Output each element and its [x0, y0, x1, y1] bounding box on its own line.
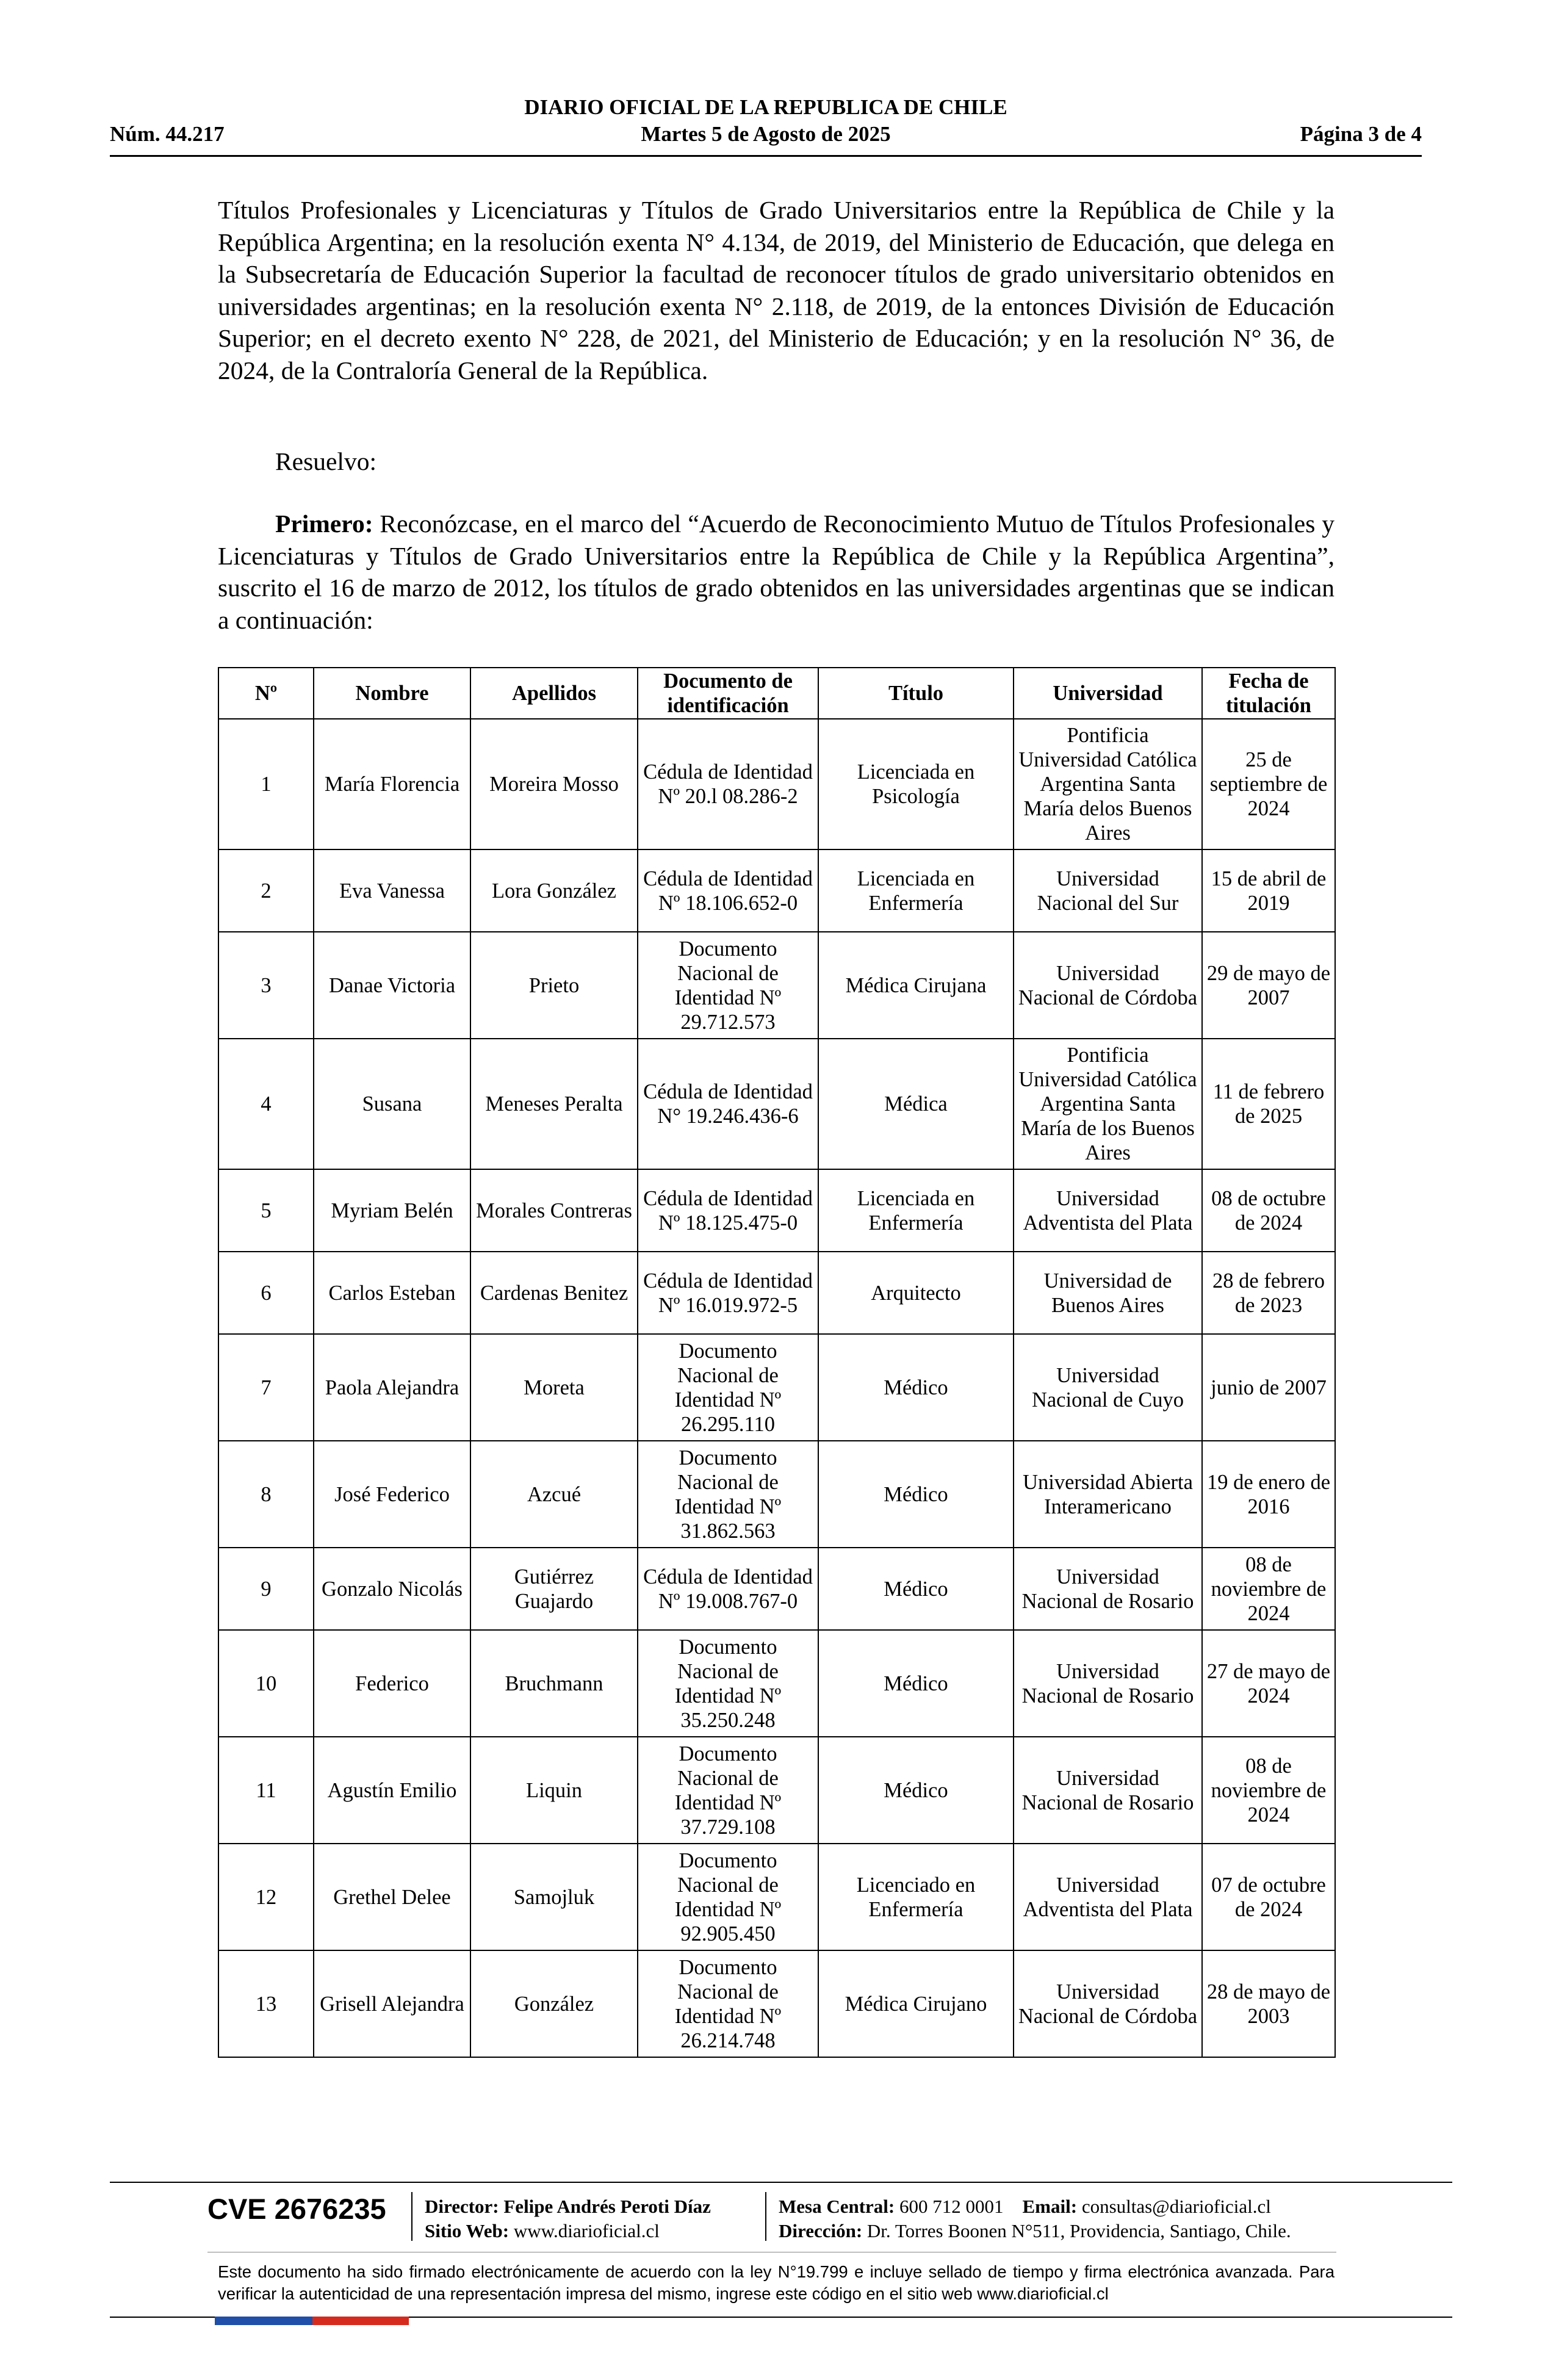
- table-cell: Meneses Peralta: [470, 1039, 638, 1169]
- table-cell: 3: [218, 932, 314, 1039]
- table-cell: José Federico: [314, 1441, 470, 1548]
- table-cell: Azcué: [470, 1441, 638, 1548]
- table-row: [218, 719, 1335, 849]
- table-cell: Liquin: [470, 1737, 638, 1844]
- table-row: [218, 1950, 1335, 2057]
- column-header: Nº: [218, 668, 314, 719]
- mesa-phone: 600 712 0001: [899, 2196, 1004, 2217]
- table-row: [218, 1630, 1335, 1737]
- table-cell: Documento Nacional de Identidad Nº 31.862.563: [638, 1441, 818, 1548]
- table-cell: Bruchmann: [470, 1630, 638, 1737]
- table-cell: 08 de noviembre de 2024: [1202, 1548, 1335, 1630]
- column-header: Fecha de titulación: [1202, 668, 1335, 719]
- column-header: Nombre: [314, 668, 470, 719]
- mesa-label: Mesa Central:: [779, 2196, 895, 2217]
- table-row: [218, 1548, 1335, 1630]
- table-cell: Moreira Mosso: [470, 719, 638, 849]
- table-cell: Cédula de Identidad Nº 19.008.767-0: [638, 1548, 818, 1630]
- table-cell: Documento Nacional de Identidad Nº 26.214.748: [638, 1950, 818, 2057]
- legal-notice: Este documento ha sido firmado electrónicamente de acuerdo con la ley N°19.799 e incluye sellado de tiempo y firma electrónica avanzada. Para verificar la autenticidad de una representación impresa del mismo, ingrese este código en el sitio web www.diarioficial.cl: [218, 2262, 1334, 2303]
- table-cell: Universidad Nacional de Rosario: [1014, 1630, 1202, 1737]
- director-label: Director:: [425, 2196, 499, 2217]
- table-cell: 19 de enero de 2016: [1202, 1441, 1335, 1548]
- table-cell: Médico: [818, 1441, 1014, 1548]
- table-row: [218, 932, 1335, 1039]
- footer-divider: [110, 2182, 1452, 2183]
- table-cell: 4: [218, 1039, 314, 1169]
- table-cell: Gonzalo Nicolás: [314, 1548, 470, 1630]
- address-label: Dirección:: [779, 2220, 863, 2241]
- table-cell: 1: [218, 719, 314, 849]
- table-cell: 8: [218, 1441, 314, 1548]
- table-cell: Licenciado en Enfermería: [818, 1844, 1014, 1950]
- table-header-row: [218, 668, 1335, 719]
- table-cell: Grisell Alejandra: [314, 1950, 470, 2057]
- flag-blue-segment: [215, 2317, 312, 2325]
- table-cell: 10: [218, 1630, 314, 1737]
- footer-director-block: [425, 2194, 711, 2243]
- column-header: Apellidos: [470, 668, 638, 719]
- table-cell: Danae Victoria: [314, 932, 470, 1039]
- issue-date: Martes 5 de Agosto de 2025: [641, 122, 891, 146]
- issue-number: Núm. 44.217: [110, 122, 225, 146]
- header-divider: [110, 155, 1422, 157]
- table-cell: 12: [218, 1844, 314, 1950]
- table-cell: Documento Nacional de Identidad Nº 29.712.573: [638, 932, 818, 1039]
- paragraph-considerations: Títulos Profesionales y Licenciaturas y Títulos de Grado Universitarios entre la República de Chile y la República Argentina; en la resolución exenta N° 4.134, de 2019, del Ministerio de Educación, que delega en la Subsecretaría de Educación Superior la facultad de reconocer títulos de grado universitario obtenidos en universidades argentinas; en la resolución exenta N° 2.118, de 2019, de la entonces División de Educación Superior; en el decreto exento N° 228, de 2021, del Ministerio de Educación; y en la resolución N° 36, de 2024, de la Contraloría General de la República.: [218, 196, 1334, 384]
- table-cell: Myriam Belén: [314, 1169, 470, 1252]
- table-cell: junio de 2007: [1202, 1334, 1335, 1441]
- table-cell: Gutiérrez Guajardo: [470, 1548, 638, 1630]
- table-cell: María Florencia: [314, 719, 470, 849]
- table-cell: Universidad Nacional de Cuyo: [1014, 1334, 1202, 1441]
- table-cell: Morales Contreras: [470, 1169, 638, 1252]
- table-row: [218, 849, 1335, 932]
- table-cell: 08 de noviembre de 2024: [1202, 1737, 1335, 1844]
- table-cell: Universidad Nacional de Córdoba: [1014, 1950, 1202, 2057]
- table-cell: Cédula de Identidad Nº 16.019.972-5: [638, 1252, 818, 1334]
- table-cell: Licenciada en Psicología: [818, 719, 1014, 849]
- table-cell: Grethel Delee: [314, 1844, 470, 1950]
- table-cell: Cédula de Identidad Nº 18.125.475-0: [638, 1169, 818, 1252]
- table-cell: Samojluk: [470, 1844, 638, 1950]
- table-cell: 28 de mayo de 2003: [1202, 1950, 1335, 2057]
- director-name: Felipe Andrés Peroti Díaz: [503, 2196, 711, 2217]
- table-cell: Universidad Adventista del Plata: [1014, 1169, 1202, 1252]
- table-cell: 13: [218, 1950, 314, 2057]
- table-cell: Pontificia Universidad Católica Argentina Santa María delos Buenos Aires: [1014, 719, 1202, 849]
- table-cell: 07 de octubre de 2024: [1202, 1844, 1335, 1950]
- column-header: Título: [818, 668, 1014, 719]
- table-cell: 11: [218, 1737, 314, 1844]
- table-cell: Licenciada en Enfermería: [818, 1169, 1014, 1252]
- table-cell: González: [470, 1950, 638, 2057]
- table-cell: 25 de septiembre de 2024: [1202, 719, 1335, 849]
- email-link[interactable]: consultas@diarioficial.cl: [1081, 2196, 1271, 2217]
- table-cell: Universidad de Buenos Aires: [1014, 1252, 1202, 1334]
- table-row: [218, 1169, 1335, 1252]
- flag-red-segment: [312, 2317, 409, 2325]
- paragraph-primero: [218, 508, 1334, 636]
- resuelvo-label: Resuelvo:: [275, 447, 376, 475]
- table-cell: Médico: [818, 1334, 1014, 1441]
- table-cell: 6: [218, 1252, 314, 1334]
- table-cell: Lora González: [470, 849, 638, 932]
- titles-table: [218, 667, 1336, 2058]
- newspaper-title: DIARIO OFICIAL DE LA REPUBLICA DE CHILE: [524, 95, 1007, 119]
- table-cell: Médico: [818, 1630, 1014, 1737]
- table-cell: Universidad Nacional de Rosario: [1014, 1737, 1202, 1844]
- table-cell: Arquitecto: [818, 1252, 1014, 1334]
- table-cell: Agustín Emilio: [314, 1737, 470, 1844]
- cve-code: CVE 2676235: [207, 2193, 386, 2225]
- table-cell: 2: [218, 849, 314, 932]
- column-header: Documento de identificación: [638, 668, 818, 719]
- table-cell: Universidad Abierta Interamericano: [1014, 1441, 1202, 1548]
- table-cell: Médica Cirujano: [818, 1950, 1014, 2057]
- paragraph-resuelvo: [218, 445, 1334, 478]
- table-cell: 27 de mayo de 2024: [1202, 1630, 1335, 1737]
- column-header: Universidad: [1014, 668, 1202, 719]
- table-cell: 11 de febrero de 2025: [1202, 1039, 1335, 1169]
- table-row: [218, 1252, 1335, 1334]
- table-cell: Pontificia Universidad Católica Argentina Santa María de los Buenos Aires: [1014, 1039, 1202, 1169]
- primero-label: Primero:: [275, 510, 373, 538]
- website-link[interactable]: www.diarioficial.cl: [513, 2220, 660, 2241]
- table-row: [218, 1039, 1335, 1169]
- address-value: Dr. Torres Boonen N°511, Providencia, Santiago, Chile.: [866, 2220, 1291, 2241]
- website-label: Sitio Web:: [425, 2220, 510, 2241]
- table-cell: 7: [218, 1334, 314, 1441]
- table-cell: Paola Alejandra: [314, 1334, 470, 1441]
- table-row: [218, 1441, 1335, 1548]
- table-cell: 9: [218, 1548, 314, 1630]
- table-cell: 5: [218, 1169, 314, 1252]
- table-cell: Cédula de Identidad N° 19.246.436-6: [638, 1039, 818, 1169]
- table-cell: Médico: [818, 1737, 1014, 1844]
- table-cell: Universidad Nacional del Sur: [1014, 849, 1202, 932]
- table-cell: 15 de abril de 2019: [1202, 849, 1335, 932]
- table-cell: 29 de mayo de 2007: [1202, 932, 1335, 1039]
- table-cell: Cédula de Identidad Nº 18.106.652-0: [638, 849, 818, 932]
- table-cell: Eva Vanessa: [314, 849, 470, 932]
- table-cell: Documento Nacional de Identidad Nº 92.905.450: [638, 1844, 818, 1950]
- table-cell: Federico: [314, 1630, 470, 1737]
- table-cell: Moreta: [470, 1334, 638, 1441]
- table-row: [218, 1737, 1335, 1844]
- page-header: [110, 93, 1422, 160]
- footer-separator: [411, 2192, 412, 2241]
- table-cell: Médica: [818, 1039, 1014, 1169]
- footer-contact-block: [779, 2194, 1291, 2243]
- table-row: [218, 1334, 1335, 1441]
- table-cell: Documento Nacional de Identidad Nº 37.729.108: [638, 1737, 818, 1844]
- table-cell: Universidad Nacional de Rosario: [1014, 1548, 1202, 1630]
- table-cell: Cédula de Identidad Nº 20.l 08.286-2: [638, 719, 818, 849]
- table-cell: 08 de octubre de 2024: [1202, 1169, 1335, 1252]
- table-cell: Médico: [818, 1548, 1014, 1630]
- table-cell: Universidad Adventista del Plata: [1014, 1844, 1202, 1950]
- table-cell: 28 de febrero de 2023: [1202, 1252, 1335, 1334]
- table-cell: Cardenas Benitez: [470, 1252, 638, 1334]
- primero-text: Reconózcase, en el marco del “Acuerdo de Reconocimiento Mutuo de Títulos Profesionales y Licenciaturas y Títulos de Grado Universitarios entre la República de Chile y la República Argentina”, suscrito el 16 de marzo de 2012, los títulos de grado obtenidos en las universidades argentinas que se indican a continuación:: [218, 510, 1334, 634]
- table-cell: Licenciada en Enfermería: [818, 849, 1014, 932]
- table-cell: Documento Nacional de Identidad Nº 35.250.248: [638, 1630, 818, 1737]
- flag-stripe: [215, 2317, 409, 2325]
- table-row: [218, 1844, 1335, 1950]
- table-cell: Prieto: [470, 932, 638, 1039]
- table-cell: Carlos Esteban: [314, 1252, 470, 1334]
- table-cell: Documento Nacional de Identidad Nº 26.295.110: [638, 1334, 818, 1441]
- table-cell: Universidad Nacional de Córdoba: [1014, 932, 1202, 1039]
- footer-separator: [765, 2192, 766, 2241]
- table-cell: Médica Cirujana: [818, 932, 1014, 1039]
- email-label: Email:: [1022, 2196, 1078, 2217]
- table-cell: Susana: [314, 1039, 470, 1169]
- page-number: Página 3 de 4: [1300, 122, 1422, 146]
